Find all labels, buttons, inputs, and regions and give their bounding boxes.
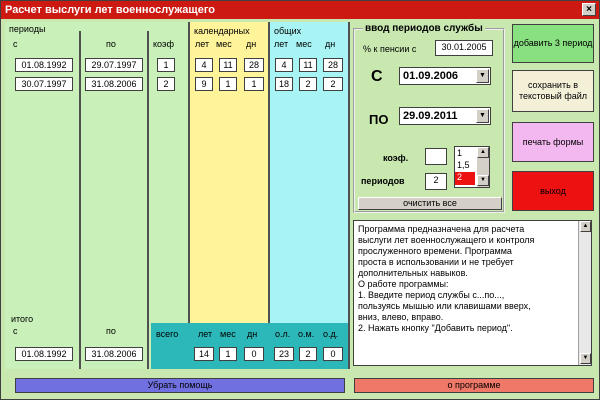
total-gen-months: 2 bbox=[299, 347, 317, 361]
total-header: итого bbox=[11, 314, 34, 324]
divider bbox=[188, 22, 190, 369]
exit-button[interactable]: выход bbox=[512, 171, 594, 211]
gen-col-years: лет bbox=[274, 39, 289, 49]
from-date-value: 01.09.2006 bbox=[403, 70, 459, 82]
to-date-dropdown[interactable] bbox=[399, 107, 491, 125]
col-to-label: по bbox=[106, 39, 116, 49]
pension-date-field[interactable]: 30.01.2005 bbox=[435, 40, 493, 56]
help-line: Программа предназначена для расчета bbox=[358, 224, 525, 234]
periods-header: периоды bbox=[9, 24, 46, 34]
chevron-up-icon[interactable]: ▲ bbox=[477, 147, 489, 158]
help-line: 1. Введите период службы с...по..., bbox=[358, 290, 505, 300]
total-gen-years: 23 bbox=[274, 347, 294, 361]
gen-years-field: 4 bbox=[275, 58, 293, 72]
help-line: вниз, влево, вправо. bbox=[358, 312, 444, 322]
total-col: о.д. bbox=[323, 329, 339, 339]
total-from-label: с bbox=[13, 326, 18, 336]
period-koef-field[interactable]: 1 bbox=[157, 58, 175, 72]
close-icon[interactable]: × bbox=[582, 3, 596, 16]
gen-days-field: 28 bbox=[323, 58, 343, 72]
help-line: пользуясь мышью или клавишами вверх, bbox=[358, 301, 531, 311]
gen-days-field: 2 bbox=[323, 77, 343, 91]
col-koef-label: коэф bbox=[153, 39, 175, 49]
total-cal-days: 0 bbox=[244, 347, 264, 361]
clear-all-button[interactable]: очистить все bbox=[358, 197, 502, 210]
about-button[interactable]: о программе bbox=[354, 378, 594, 393]
print-form-button[interactable]: печать формы bbox=[512, 122, 594, 162]
koef-option[interactable]: 1,5 bbox=[457, 160, 470, 170]
to-label: ПО bbox=[369, 112, 389, 127]
divider bbox=[79, 31, 81, 369]
gen-months-field: 2 bbox=[299, 77, 317, 91]
pension-label: % к пенсии с bbox=[363, 44, 417, 54]
total-cal-years: 14 bbox=[194, 347, 214, 361]
divider bbox=[147, 31, 149, 369]
general-header: общих bbox=[274, 26, 302, 36]
divider bbox=[268, 22, 270, 369]
koef-listbox[interactable] bbox=[454, 146, 490, 188]
chevron-down-icon[interactable]: ▼ bbox=[476, 109, 489, 123]
koef-option[interactable]: 1 bbox=[457, 148, 463, 158]
cal-months-field: 1 bbox=[219, 77, 237, 91]
chevron-down-icon[interactable]: ▼ bbox=[476, 69, 489, 83]
koef-label: коэф. bbox=[383, 153, 409, 163]
total-gen-days: 0 bbox=[323, 347, 343, 361]
total-to-label: по bbox=[106, 326, 116, 336]
koef-scroll[interactable] bbox=[477, 147, 489, 187]
total-col: о.л. bbox=[275, 329, 291, 339]
help-line: О работе программы: bbox=[358, 279, 449, 289]
help-scrollbar[interactable] bbox=[578, 221, 591, 365]
total-to-field: 31.08.2006 bbox=[85, 347, 143, 361]
total-cal-months: 1 bbox=[219, 347, 237, 361]
from-date-dropdown[interactable] bbox=[399, 67, 491, 85]
remove-help-button[interactable]: Убрать помощь bbox=[15, 378, 345, 393]
chevron-down-icon[interactable]: ▼ bbox=[477, 175, 489, 186]
cal-years-field: 4 bbox=[195, 58, 213, 72]
koef-option[interactable]: 2 bbox=[457, 172, 463, 182]
cal-months-field: 11 bbox=[219, 58, 237, 72]
koef-option-selected[interactable] bbox=[455, 172, 475, 185]
total-col: лет bbox=[198, 329, 213, 339]
from-label: С bbox=[371, 68, 383, 85]
divider bbox=[348, 22, 350, 369]
periods-count-field: 2 bbox=[425, 173, 447, 190]
gen-col-months: мес bbox=[296, 39, 312, 49]
periods-count-label: периодов bbox=[361, 176, 405, 186]
save-text-button[interactable]: сохранить в текстовый файл bbox=[512, 70, 594, 112]
help-line: выслуги лет военнослужащего и контроля bbox=[358, 235, 535, 245]
chevron-up-icon[interactable]: ▲ bbox=[580, 221, 591, 232]
period-koef-field[interactable]: 2 bbox=[157, 77, 175, 91]
cal-col-years: лет bbox=[195, 39, 210, 49]
cal-years-field: 9 bbox=[195, 77, 213, 91]
title-bar bbox=[1, 1, 599, 19]
total-col: мес bbox=[220, 329, 236, 339]
period-from-field[interactable]: 01.08.1992 bbox=[15, 58, 73, 72]
window-title: Расчет выслуги лет военнослужащего bbox=[5, 4, 215, 16]
total-from-field: 01.08.1992 bbox=[15, 347, 73, 361]
gen-col-days: дн bbox=[325, 39, 336, 49]
to-date-value: 29.09.2011 bbox=[403, 110, 458, 122]
cal-days-field: 1 bbox=[244, 77, 264, 91]
calendar-header: календарных bbox=[194, 26, 250, 36]
total-label: всего bbox=[156, 329, 179, 339]
help-line: прослуженного времени. Программа bbox=[358, 246, 512, 256]
chevron-down-icon[interactable]: ▼ bbox=[580, 353, 591, 364]
total-col: дн bbox=[247, 329, 258, 339]
gen-months-field: 11 bbox=[299, 58, 317, 72]
help-line: 2. Нажать кнопку "Добавить период". bbox=[358, 323, 513, 333]
total-col: о.м. bbox=[298, 329, 315, 339]
help-line: дополнительных навыков. bbox=[358, 268, 468, 278]
input-group-title: ввод периодов службы bbox=[365, 23, 483, 34]
col-from-label: с bbox=[13, 39, 18, 49]
period-to-field[interactable]: 29.07.1997 bbox=[85, 58, 143, 72]
add-period-button[interactable]: добавить 3 период bbox=[512, 24, 594, 63]
cal-col-days: дн bbox=[246, 39, 257, 49]
help-line: проста в использовании и не требует bbox=[358, 257, 514, 267]
general-panel bbox=[269, 22, 349, 369]
gen-years-field: 18 bbox=[275, 77, 293, 91]
koef-field[interactable] bbox=[425, 148, 447, 165]
period-to-field[interactable]: 31.08.2006 bbox=[85, 77, 143, 91]
help-text-area[interactable] bbox=[353, 220, 592, 366]
cal-days-field: 28 bbox=[244, 58, 264, 72]
cal-col-months: мес bbox=[216, 39, 232, 49]
period-from-field[interactable]: 30.07.1997 bbox=[15, 77, 73, 91]
calendar-panel bbox=[189, 22, 269, 369]
